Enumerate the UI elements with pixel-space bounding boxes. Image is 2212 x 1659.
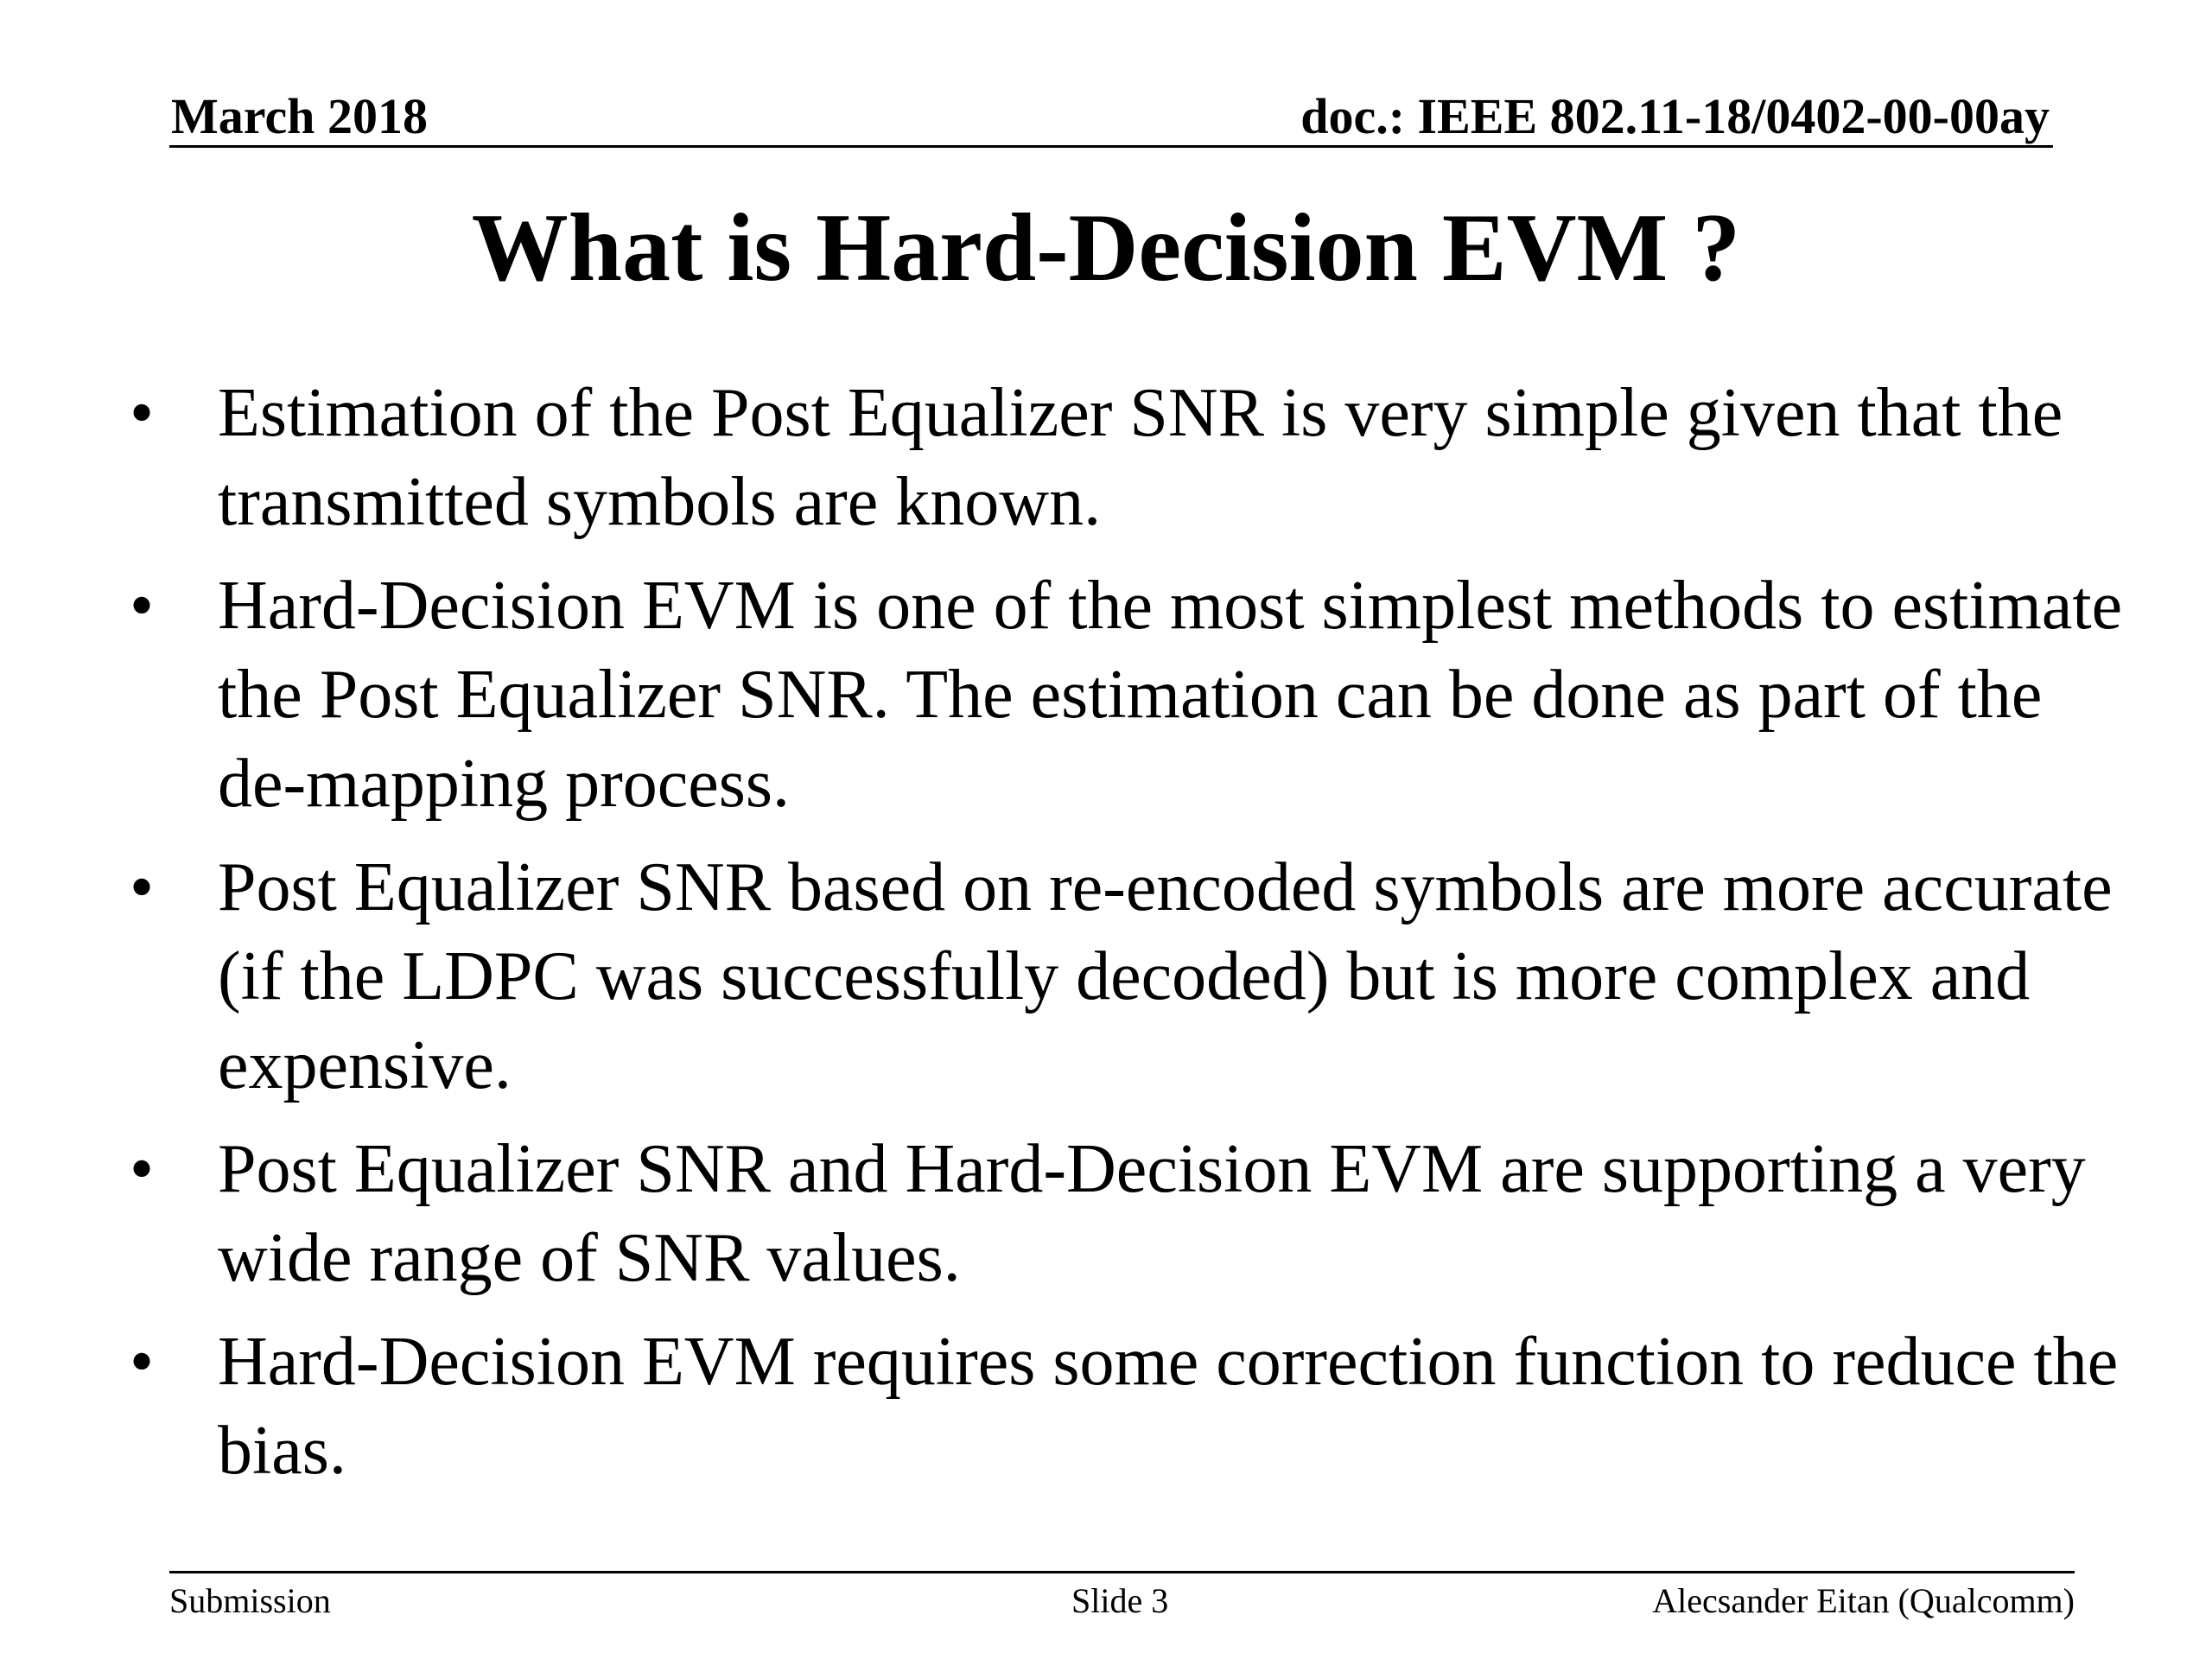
footer-submission: Submission [169,1581,331,1620]
bullet-icon: • [130,375,155,451]
footer-author: Alecsander Eitan (Qualcomm) [1652,1581,2075,1620]
bullet-item [130,1318,2143,1496]
header-doc-id: doc.: IEEE 802.11-18/0402-00-00ay [1300,88,2050,144]
bullet-text: Estimation of the Post Equalizer SNR is very simple given that the transmitted symbols are known. [218,375,2063,540]
footer-slide-number: Slide 3 [1071,1581,1169,1620]
slide-title: What is Hard-Decision EVM ? [471,194,1741,302]
bullet-icon: • [130,1324,155,1400]
bullet-icon: • [130,568,155,644]
bullet-icon: • [130,849,155,925]
header-date: March 2018 [171,88,428,144]
bullet-text: Post Equalizer SNR based on re-encoded symbols are more accurate (if the LDPC was successfully decoded) but is more complex and expensive. [218,849,2113,1103]
footer-divider [169,1571,2075,1573]
bullet-text: Post Equalizer SNR and Hard-Decision EVM are supporting a very wide range of SNR values. [218,1131,2086,1296]
bullet-list [130,369,2143,1510]
header-divider [169,145,2053,148]
bullet-item [130,562,2143,829]
bullet-item [130,843,2143,1110]
bullet-item [130,369,2143,547]
bullet-item [130,1125,2143,1303]
bullet-text: Hard-Decision EVM requires some correction function to reduce the bias. [218,1324,2119,1489]
bullet-text: Hard-Decision EVM is one of the most simplest methods to estimate the Post Equalizer SNR. The estimation can be done as part of the de-mapping process. [218,568,2123,822]
bullet-icon: • [130,1131,155,1207]
